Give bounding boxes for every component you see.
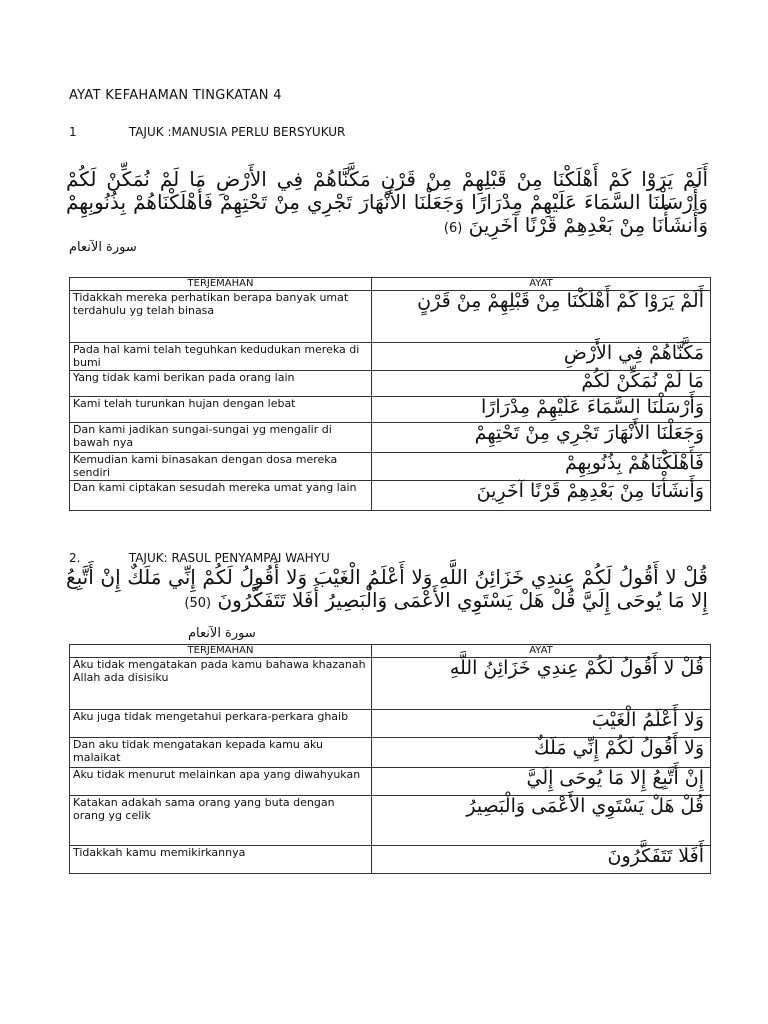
table-row [70,710,711,738]
table-row [70,796,711,846]
table-row [70,371,711,397]
ayat-cell: وَلا أَقُولُ لَكُمْ إِنِّي مَلَكٌ [372,738,711,768]
section-1-heading [69,125,345,139]
section-1-number: 1 [69,125,77,139]
table-row [70,768,711,796]
translation-cell: Pada hal kami telah teguhkan kedudukan mereka di bumi [70,343,372,371]
ayat-cell: إِنْ أَتَّبِعُ إِلا مَا يُوحَى إِلَيَّ [372,768,711,796]
table-row [70,453,711,481]
section-2-number: 2. [69,551,81,565]
translation-cell: Kemudian kami binasakan dengan dosa mereka sendiri [70,453,372,481]
translation-cell: Dan kami ciptakan sesudah mereka umat yang lain [70,481,372,511]
section-2-table [69,644,711,874]
section-1-title: TAJUK :MANUSIA PERLU BERSYUKUR [128,125,346,139]
translation-cell: Aku tidak menurut melainkan apa yang diwahyukan [70,768,372,796]
table-row [70,658,711,710]
ayat-cell: وَأَنشَأْنَا مِنْ بَعْدِهِمْ قَرْنًا آخَرِينَ [372,481,711,511]
table-row [70,397,711,423]
ayat-cell: مَا لَمْ نُمَكِّنْ لَكُمْ [372,371,711,397]
ayat-cell: فَأَهْلَكْنَاهُمْ بِذُنُوبِهِمْ [372,453,711,481]
table-row [70,738,711,768]
section-2-verse [66,566,708,615]
table-header-row [70,645,711,658]
table-row [70,846,711,874]
translation-header: TERJEMAHAN [70,278,372,291]
section-1-surah: سورة الآنعام [69,240,137,255]
section-2-surah: سورة الآنعام [188,626,256,641]
section-2-verse-text: قُلْ لا أَقُولُ لَكُمْ عِندِي خَزَائِنُ اللَّهِ وَلا أَعْلَمُ الْغَيْبَ وَلا أَقُولُ لَكُمْ إِنِّي مَلَكٌ إِنْ أَتَّبِعُ إِلا مَا يُوحَى إِلَيَّ قُلْ هَلْ يَسْتَوِي الأَعْمَى وَالْبَصِيرُ أَفَلا تَتَفَكَّرُونَ [66,565,708,612]
ayat-cell: قُلْ لا أَقُولُ لَكُمْ عِندِي خَزَائِنُ اللَّهِ [372,658,711,710]
translation-cell: Tidakkah kamu memikirkannya [70,846,372,874]
section-1-verse-text: أَلَمْ يَرَوْا كَمْ أَهْلَكْنَا مِنْ قَبْلِهِمْ مِنْ قَرْنٍ مَكَّنَّاهُمْ فِي الأَرْضِ مَا لَمْ نُمَكِّنْ لَكُمْ وَأَرْسَلْنَا السَّمَاءَ عَلَيْهِمْ مِدْرَارًا وَجَعَلْنَا الأَنْهَارَ تَجْرِي مِنْ تَحْتِهِمْ فَأَهْلَكْنَاهُمْ بِذُنُوبِهِمْ وَأَنشَأْنَا مِنْ بَعْدِهِمْ قَرْنًا آخَرِينَ [66,167,708,237]
ayat-cell: وَجَعَلْنَا الأَنْهَارَ تَجْرِي مِنْ تَحْتِهِمْ [372,423,711,453]
translation-cell: Yang tidak kami berikan pada orang lain [70,371,372,397]
translation-cell: Tidakkah mereka perhatikan berapa banyak umat terdahulu yg telah binasa [70,291,372,343]
section-1-verse [66,168,708,240]
ayat-cell: أَلَمْ يَرَوْا كَمْ أَهْلَكْنَا مِنْ قَبْلِهِمْ مِنْ قَرْنٍ [372,291,711,343]
ayat-header: AYAT [372,278,711,291]
table-row [70,481,711,511]
table-row [70,291,711,343]
table-header-row [70,278,711,291]
translation-cell: Aku juga tidak mengetahui perkara-perkara ghaib [70,710,372,738]
ayat-cell: أَفَلا تَتَفَكَّرُونَ [372,846,711,874]
section-2-title: TAJUK: RASUL PENYAMPAI WAHYU [128,551,330,565]
translation-cell: Dan kami jadikan sungai-sungai yg mengalir di bawah nya [70,423,372,453]
document-title: AYAT KEFAHAMAN TINGKATAN 4 [69,88,282,103]
translation-header: TERJEMAHAN [70,645,372,658]
translation-cell: Aku tidak mengatakan pada kamu bahawa khazanah Allah ada disisiku [70,658,372,710]
ayat-cell: مَكَّنَّاهُمْ فِي الأَرْضِ [372,343,711,371]
ayat-cell: وَلا أَعْلَمُ الْغَيْبَ [372,710,711,738]
ayat-cell: قُلْ هَلْ يَسْتَوِي الأَعْمَى وَالْبَصِيرُ [372,796,711,846]
table-row [70,343,711,371]
section-1-verse-number: (6) [443,221,463,236]
ayat-cell: وَأَرْسَلْنَا السَّمَاءَ عَلَيْهِمْ مِدْرَارًا [372,397,711,423]
section-2-heading [69,551,330,565]
translation-cell: Dan aku tidak mengatakan kepada kamu aku malaikat [70,738,372,768]
ayat-header: AYAT [372,645,711,658]
translation-cell: Kami telah turunkan hujan dengan lebat [70,397,372,423]
table-row [70,423,711,453]
section-1-table [69,277,711,511]
section-2-verse-number: (50) [184,596,212,611]
translation-cell: Katakan adakah sama orang yang buta dengan orang yg celik [70,796,372,846]
